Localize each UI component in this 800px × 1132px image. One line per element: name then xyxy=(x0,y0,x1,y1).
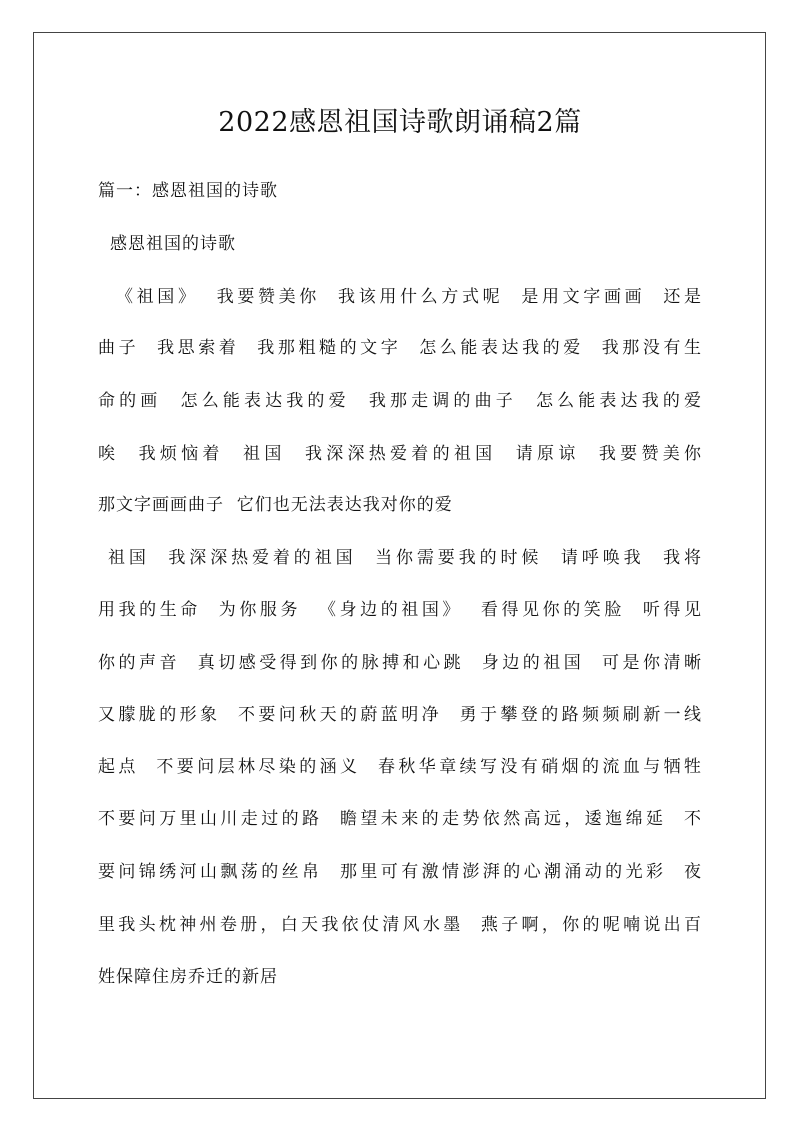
paragraph1-line: 曲子 我思索着 我那粗糙的文字 怎么能表达我的爱 我那没有生 xyxy=(98,338,702,358)
paragraph2-line: 姓保障住房乔迁的新居 xyxy=(98,967,278,987)
paragraph2-line: 祖国 我深深热爱着的祖国 当你需要我的时候 请呼唤我 我将 xyxy=(108,548,702,568)
document-title: 2022感恩祖国诗歌朗诵稿2篇 xyxy=(218,107,582,138)
paragraph2-line: 起点 不要问层林尽染的涵义 春秋华章续写没有硝烟的流血与牺牲 xyxy=(98,757,702,777)
paragraph2-line: 又朦胧的形象 不要问秋天的蔚蓝明净 勇于攀登的路频频刷新一线 xyxy=(98,705,702,725)
paragraph2-line: 不要问万里山川走过的路 瞻望未来的走势依然高远，逶迤绵延 不 xyxy=(98,809,702,829)
paragraph2-line: 里我头枕神州卷册，白天我依仗清风水墨 燕子啊，你的呢喃说出百 xyxy=(98,915,702,935)
subheading: 感恩祖国的诗歌 xyxy=(110,234,236,254)
paragraph2-line: 你的声音 真切感受得到你的脉搏和心跳 身边的祖国 可是你清晰 xyxy=(98,653,702,673)
section-heading: 篇一：感恩祖国的诗歌 xyxy=(98,181,278,201)
paragraph1-line: 命的画 怎么能表达我的爱 我那走调的曲子 怎么能表达我的爱 xyxy=(98,391,702,411)
paragraph1-line: 那文字画画曲子 它们也无法表达我对你的爱 xyxy=(98,495,453,515)
paragraph1-line: 《祖国》 我要赞美你 我该用什么方式呢 是用文字画画 还是 xyxy=(116,287,702,307)
paragraph1-line: 唉 我烦恼着 祖国 我深深热爱着的祖国 请原谅 我要赞美你 xyxy=(98,444,702,464)
paragraph2-line: 用我的生命 为你服务 《身边的祖国》 看得见你的笑脸 听得见 xyxy=(98,600,702,620)
paragraph2-line: 要问锦绣河山飘荡的丝帛 那里可有激情澎湃的心潮涌动的光彩 夜 xyxy=(98,862,702,882)
